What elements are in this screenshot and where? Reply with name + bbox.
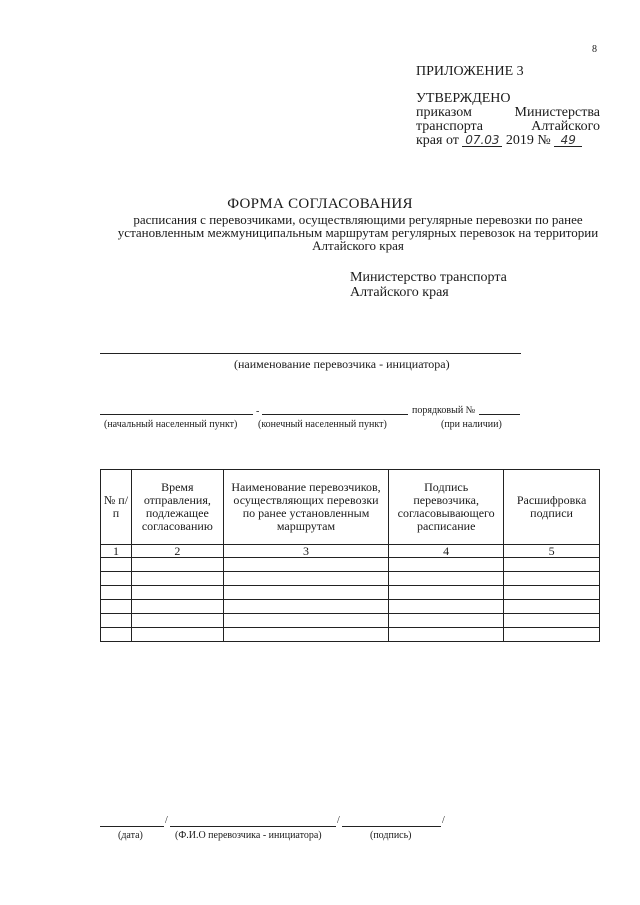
carrier-name-line[interactable] (100, 353, 521, 354)
table-cell[interactable] (389, 628, 504, 642)
table-cell[interactable] (131, 558, 223, 572)
table-cell[interactable] (131, 572, 223, 586)
table-header-row (101, 470, 600, 545)
table-cell[interactable] (223, 572, 388, 586)
table-cell[interactable] (389, 558, 504, 572)
header-departure-time: Время отправления, подлежащее согласованию (131, 470, 223, 545)
table-cell[interactable] (131, 586, 223, 600)
table-cell[interactable] (389, 586, 504, 600)
footer-slash-3: / (442, 815, 445, 826)
table-cell[interactable] (131, 614, 223, 628)
table-cell[interactable] (504, 572, 600, 586)
column-number-row (101, 545, 600, 558)
approved-title: УТВЕРЖДЕНО (416, 91, 511, 106)
table-cell[interactable] (131, 600, 223, 614)
form-subtitle: расписания с перевозчиками, осуществляющими регулярные перевозки по ранее установленным межмуниципальным маршрутам регулярных перевозок на территории Алтайского края (117, 212, 599, 253)
approval-altai-word: Алтайского (531, 119, 600, 134)
table-cell[interactable] (223, 558, 388, 572)
ministry-addressee (350, 270, 507, 300)
footer-fio-line[interactable] (170, 826, 336, 827)
footer-signature-line[interactable] (342, 826, 441, 827)
approval-date-handwritten: 07.03 (462, 135, 502, 147)
schedule-table (100, 469, 600, 642)
approval-order-word: приказом (416, 105, 472, 120)
route-dash: - (256, 406, 260, 417)
table-cell[interactable] (504, 614, 600, 628)
serial-number-label: порядковый № (412, 405, 476, 416)
approval-block (416, 92, 600, 148)
table-cell[interactable] (223, 614, 388, 628)
table-cell[interactable] (101, 558, 132, 572)
form-title: ФОРМА СОГЛАСОВАНИЯ (227, 196, 413, 212)
page-number: 8 (592, 44, 597, 55)
carrier-name-caption: (наименование перевозчика - инициатора) (234, 357, 450, 371)
table-cell[interactable] (389, 572, 504, 586)
footer-slash-1: / (165, 815, 168, 826)
approval-number-handwritten: 49 (554, 135, 582, 147)
table-cell[interactable] (223, 628, 388, 642)
ministry-line-1: Министерство транспорта (350, 270, 507, 285)
column-number: 2 (131, 545, 223, 558)
table-cell[interactable] (131, 628, 223, 642)
route-start-caption: (начальный населенный пункт) (104, 419, 238, 430)
footer-signature-caption: (подпись) (370, 830, 412, 841)
ministry-line-2: Алтайского края (350, 285, 449, 300)
table-row (101, 558, 600, 572)
footer-fio-caption: (Ф.И.О перевозчика - инициатора) (175, 830, 322, 841)
table-cell[interactable] (504, 586, 600, 600)
footer-date-caption: (дата) (118, 830, 143, 841)
table-cell[interactable] (504, 600, 600, 614)
table-cell[interactable] (504, 628, 600, 642)
table-row (101, 628, 600, 642)
footer-slash-2: / (337, 815, 340, 826)
header-signature: Подпись перевозчика, согласовывающего расписание (389, 470, 504, 545)
footer-date-line[interactable] (100, 826, 164, 827)
approval-date-prefix: края от (416, 133, 459, 148)
column-number: 5 (504, 545, 600, 558)
table-cell[interactable] (101, 600, 132, 614)
table-cell[interactable] (389, 600, 504, 614)
table-cell[interactable] (223, 600, 388, 614)
header-carriers: Наименование перевозчиков, осуществляющих перевозки по ранее установленным маршрутам (223, 470, 388, 545)
table-row (101, 572, 600, 586)
approval-line-3 (416, 134, 600, 148)
approval-ministry-word: Министерства (514, 105, 600, 120)
serial-number-line[interactable] (479, 414, 520, 415)
route-end-caption: (конечный населенный пункт) (258, 419, 387, 430)
table-cell[interactable] (101, 572, 132, 586)
table-row (101, 600, 600, 614)
table-row (101, 614, 600, 628)
header-signature-decoding: Расшифровка подписи (504, 470, 600, 545)
column-number: 1 (101, 545, 132, 558)
table-row (101, 586, 600, 600)
table-cell[interactable] (101, 586, 132, 600)
column-number: 4 (389, 545, 504, 558)
approval-year: 2019 № (505, 133, 551, 148)
approval-transport-word: транспорта (416, 119, 484, 134)
table-cell[interactable] (223, 586, 388, 600)
route-start-line[interactable] (100, 414, 253, 415)
approval-line-1 (416, 106, 600, 120)
appendix-label: ПРИЛОЖЕНИЕ 3 (416, 64, 524, 79)
approval-line-2 (416, 120, 600, 134)
table-cell[interactable] (101, 614, 132, 628)
column-number: 3 (223, 545, 388, 558)
table-cell[interactable] (389, 614, 504, 628)
table-cell[interactable] (504, 558, 600, 572)
header-number: № п/п (101, 470, 132, 545)
route-end-line[interactable] (262, 414, 408, 415)
serial-if-any-caption: (при наличии) (441, 419, 502, 430)
table-cell[interactable] (101, 628, 132, 642)
